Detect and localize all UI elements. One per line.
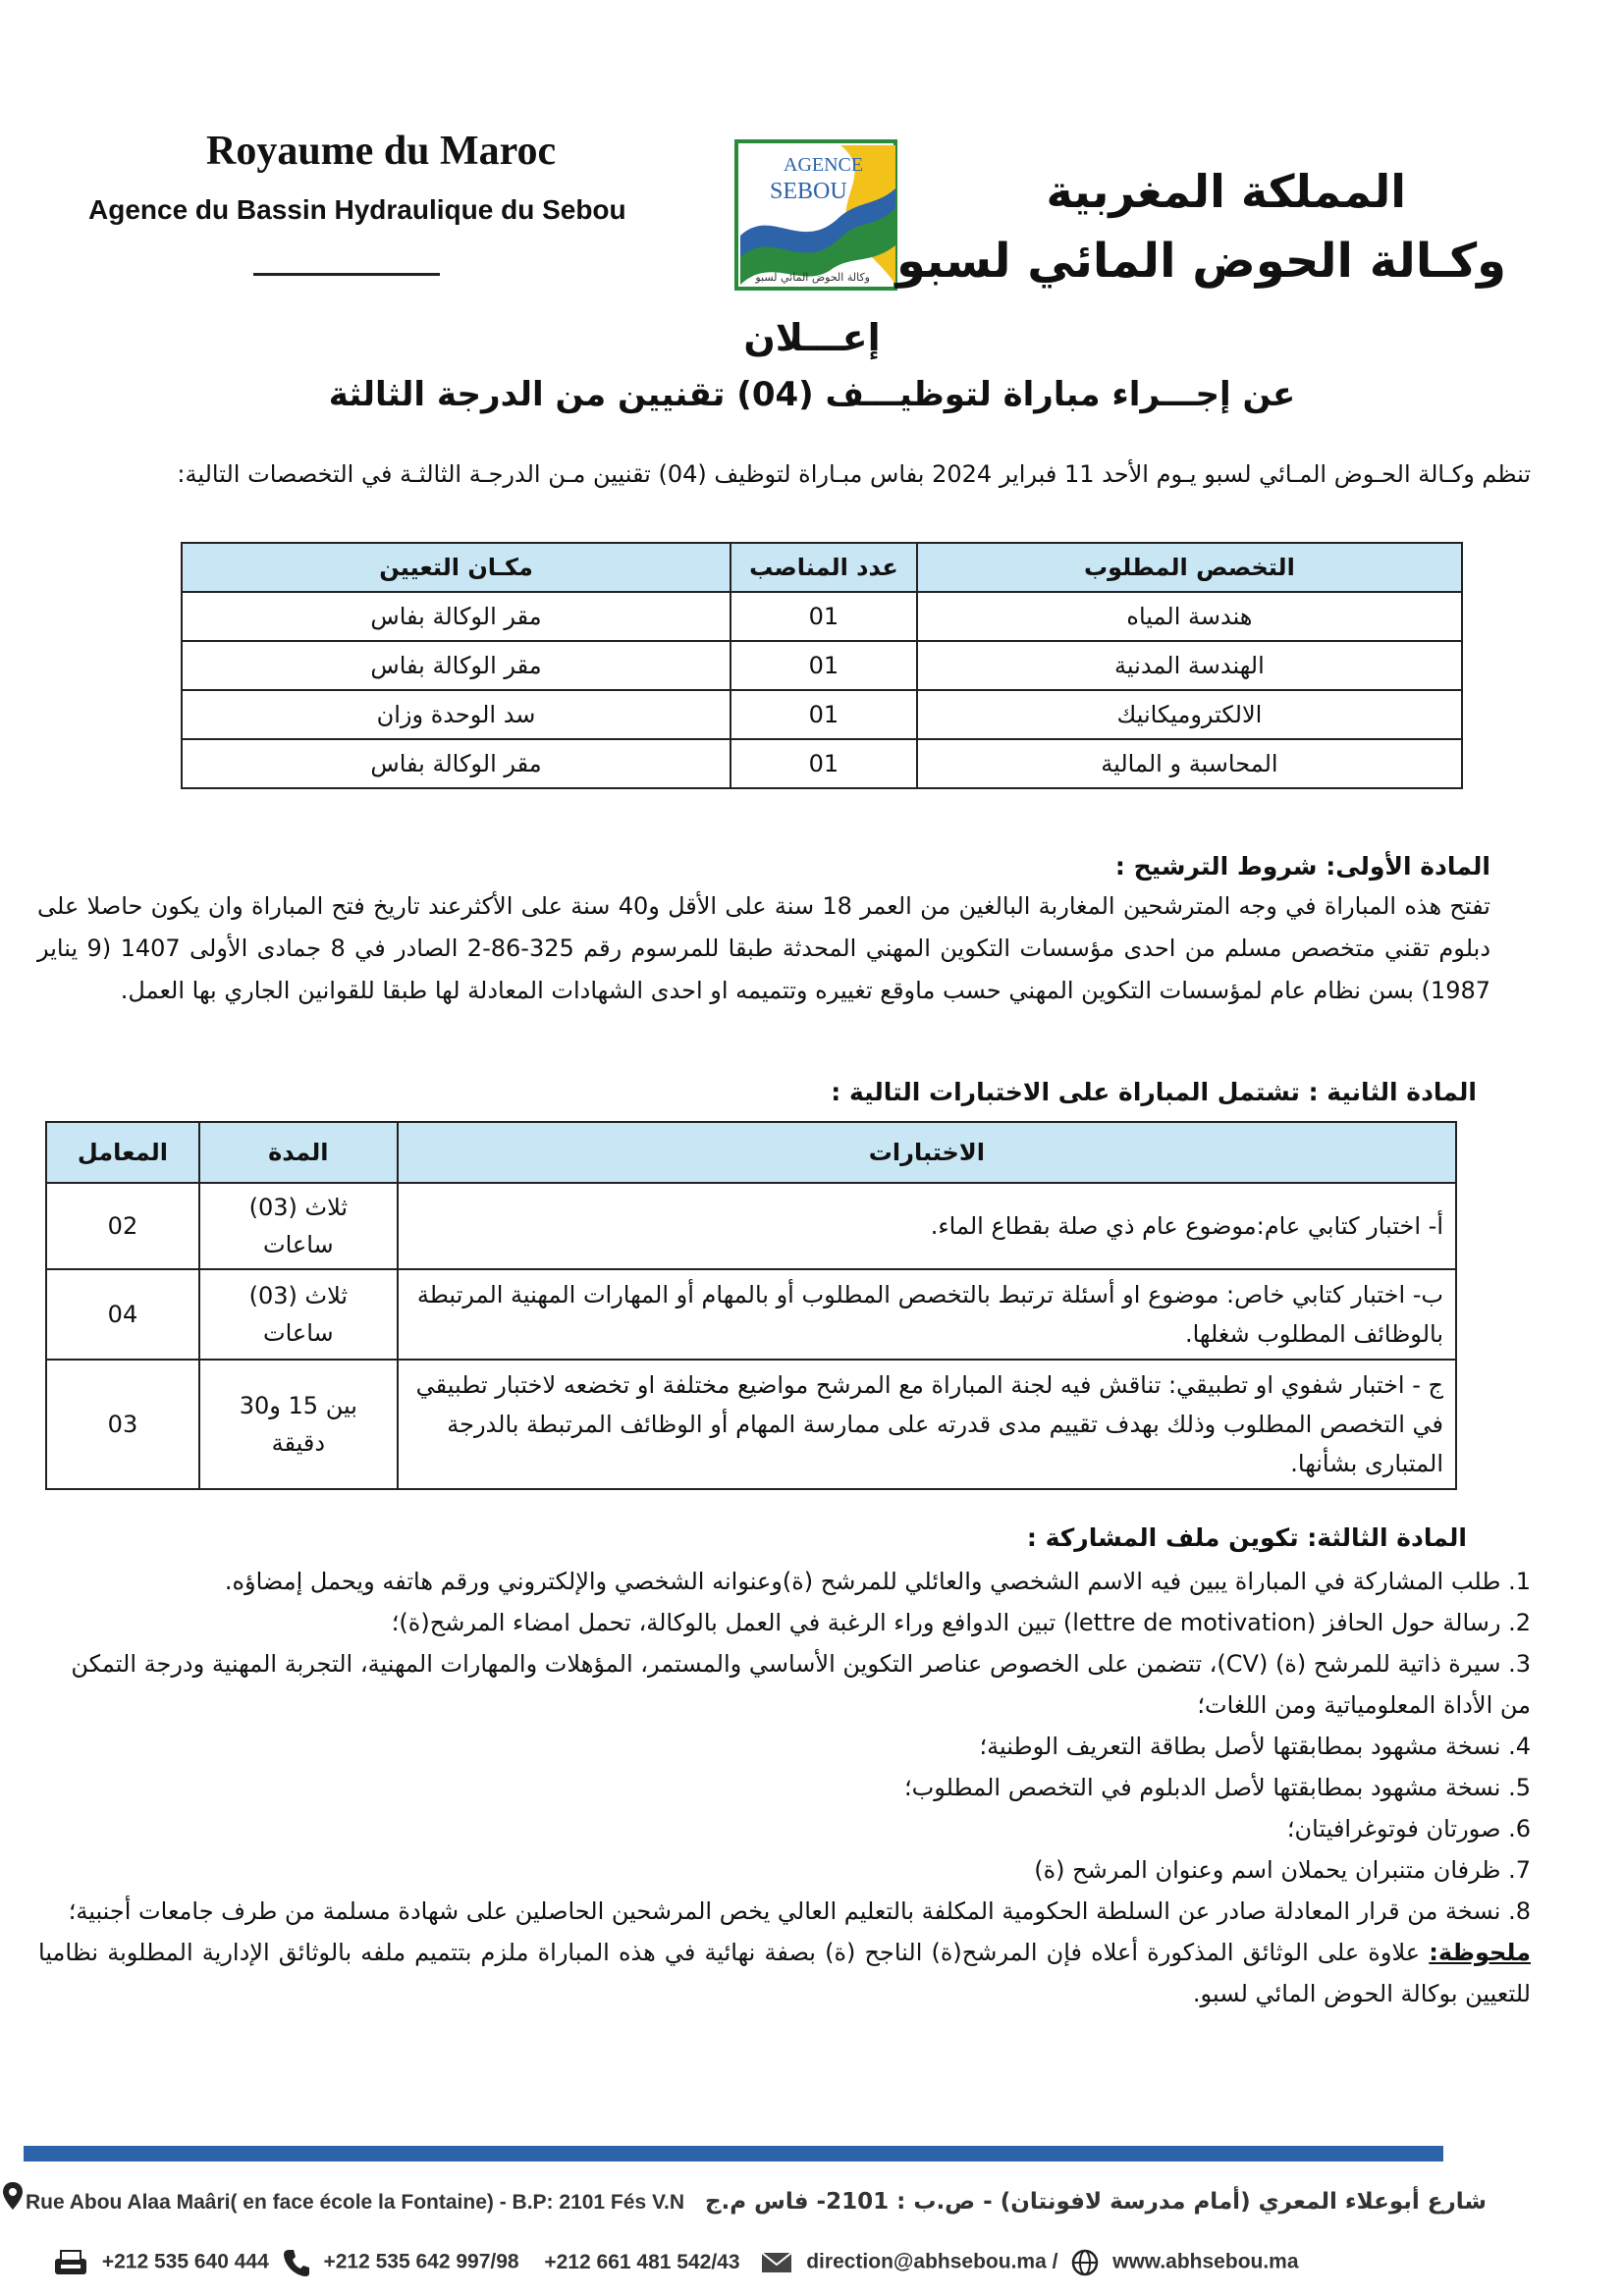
positions-table (181, 542, 1463, 789)
mobile-number: +212 661 481 542/43 (544, 2250, 740, 2273)
location-pin-icon (2, 2181, 24, 2211)
globe-icon (1071, 2249, 1099, 2276)
cell-location: مقر الوكالة بفاس (182, 641, 731, 690)
email-address[interactable]: direction@abhsebou.ma / (806, 2250, 1058, 2273)
cell-coefficient: 02 (46, 1183, 199, 1269)
cell-posts: 01 (731, 641, 917, 690)
cell-specialty: الالكتروميكانيك (917, 690, 1462, 739)
table-row (182, 690, 1462, 739)
cell-location: سد الوحدة وزان (182, 690, 731, 739)
cell-test: ب- اختبار كتابي خاص: موضوع او أسئلة ترتبط بالتخصص المطلوب أو بالمهام أو المهارات المهنية المرتبطة بالوظائف المطلوب شغلها. (398, 1269, 1456, 1360)
table-row (182, 739, 1462, 788)
list-item: 1. طلب المشاركة في المباراة يبين فيه الاسم الشخصي والعائلي للمرشح (ة)وعنوانه الشخصي والإلكتروني ورقم هاتفه ويحمل إمضاؤه. (224, 1568, 1531, 1595)
fr-kingdom-title: Royaume du Maroc (206, 129, 557, 174)
table-row (182, 592, 1462, 641)
article3-title: المادة الثالثة: تكوين ملف المشاركة : (1026, 1523, 1467, 1552)
cell-test: ج - اختبار شفوي او تطبيقي: تناقش فيه لجنة المباراة مع المرشح مواضيع مختلفة او تخضعه لاختبار تطبيقي في التخصص المطلوب وذلك بهدف تقييم مدى قدرته على ممارسة المهام أو الوظائف المرتبطة بالدرجة المتبارى بشأنها. (398, 1360, 1456, 1489)
footer-address-ar: شارع أبوعلاء المعري (أمام مدرسة لافونتان) - ص.ب : 2101- فاس م.ج (704, 2189, 1487, 2215)
cell-duration: بين 15 و30 دقيقة (199, 1360, 398, 1489)
header-divider (253, 273, 440, 276)
article2-title: المادة الثانية : تشتمل المباراة على الاختبارات التالية : (831, 1078, 1477, 1106)
cell-test: أ- اختبار كتابي عام:موضوع عام ذي صلة بقطاع الماء. (398, 1183, 1456, 1269)
list-item: 6. صورتان فوتوغرافيتان؛ (1286, 1815, 1531, 1842)
col-header-location: مكـان التعيين (182, 543, 731, 592)
col-header-coefficient: المعامل (46, 1122, 199, 1183)
note-text: علاوة على الوثائق المذكورة أعلاه فإن المرشح(ة) الناجح (ة) بصفة نهائية في هذه المباراة ملزم بتتميم ملفه بالوثائق الإدارية المطلوبة نظاميا للتعيين بوكالة الحوض المائي لسبو. (38, 1939, 1531, 2007)
note-label: ملحوظة: (1429, 1939, 1531, 1966)
cell-posts: 01 (731, 592, 917, 641)
fax-icon (53, 2249, 88, 2276)
agency-logo (732, 137, 899, 293)
table-row (46, 1269, 1456, 1360)
logo-ar-text: وكالة الحوض المائي لسبو (755, 271, 870, 284)
list-item: 4. نسخة مشهود بمطابقتها لأصل بطاقة التعريف الوطنية؛ (979, 1733, 1531, 1760)
logo-top-text: AGENCE (784, 154, 864, 176)
cell-coefficient: 04 (46, 1269, 199, 1360)
cell-specialty: هندسة المياه (917, 592, 1462, 641)
cell-posts: 01 (731, 690, 917, 739)
col-header-duration: المدة (199, 1122, 398, 1183)
announcement-title: إعـــلان (743, 316, 881, 359)
ar-kingdom-title: المملكة المغربية (1046, 165, 1406, 218)
cell-duration: ثلاث (03) ساعات (199, 1269, 398, 1360)
list-item: 5. نسخة مشهود بمطابقتها لأصل الدبلوم في التخصص المطلوب؛ (903, 1774, 1531, 1801)
logo-name-text: SEBOU (770, 179, 847, 204)
cell-duration: ثلاث (03) ساعات (199, 1183, 398, 1269)
footer-bar (24, 2146, 1443, 2162)
article1-title: المادة الأولى: شروط الترشيح : (1114, 852, 1490, 881)
list-item: 8. نسخة من قرار المعادلة صادر عن السلطة الحكومية المكلفة بالتعليم العالي يخص المرشحين الحاصلين على شهادة مسلمة من طرف جامعات أجنبية؛ (68, 1897, 1531, 1925)
cell-specialty: الهندسة المدنية (917, 641, 1462, 690)
ar-agency-title: وكـالة الحوض المائي لسبو (896, 234, 1506, 289)
table-row (182, 641, 1462, 690)
phone-icon (283, 2248, 310, 2277)
phone-number: +212 535 642 997/98 (323, 2250, 519, 2273)
list-item: 2. رسالة حول الحافز (lettre de motivation) تبين الدوافع وراء الرغبة في العمل بالوكالة، تحمل امضاء المرشح(ة)؛ (391, 1609, 1531, 1636)
cell-location: مقر الوكالة بفاس (182, 739, 731, 788)
cell-coefficient: 03 (46, 1360, 199, 1489)
col-header-specialty: التخصص المطلوب (917, 543, 1462, 592)
cell-specialty: المحاسبة و المالية (917, 739, 1462, 788)
list-item: 3. سيرة ذاتية للمرشح (ة) (CV)، تتضمن على الخصوص عناصر التكوين الأساسي والمستمر، المؤهلات والمهارات المهنية، التجربة المهنية ودرجة التمكن من الأداة المعلومياتية ومن اللغات؛ (71, 1650, 1531, 1719)
table-row (46, 1360, 1456, 1489)
website-link[interactable]: www.abhsebou.ma (1112, 2250, 1299, 2273)
note-paragraph (38, 1932, 1531, 2014)
col-header-tests: الاختبارات (398, 1122, 1456, 1183)
table-row (46, 1183, 1456, 1269)
tests-table (45, 1121, 1457, 1490)
email-icon (761, 2251, 792, 2274)
footer-address-fr: Rue Abou Alaa Maâri( en face école la Fontaine) - B.P: 2101 Fés V.N (26, 2191, 685, 2214)
article1-text: تفتح هذه المباراة في وجه المترشحين المغاربة البالغين من العمر 18 سنة على الأقل و40 سنة على الأكثرعند تاريخ فتح المباراة وان يكون حاصلا على دبلوم تقني متخصص مسلم من احدى مؤسسات التكوين المهني المحدثة طبقا للمرسوم رقم 325-86-2 الصادر في 8 جمادى الأولى 1407 (9 يناير 1987) بسن نظام عام لمؤسسات التكوين المهني حسب ماوقع تغييره وتتميمه او احدى الشهادات المعادلة لها طبقا للقوانين الجاري بها العمل. (37, 892, 1491, 1004)
col-header-posts: عدد المناصب (731, 543, 917, 592)
footer-contacts (45, 2248, 1299, 2277)
cell-location: مقر الوكالة بفاس (182, 592, 731, 641)
announcement-subtitle: عن إجـــراء مباراة لتوظيـــف (04) تقنيين من الدرجة الثالثة (328, 375, 1296, 414)
fax-number: +212 535 640 444 (101, 2250, 269, 2273)
intro-paragraph: تنظم وكـالة الحـوض المـائي لسبو يـوم الأحد 11 فبراير 2024 بفاس مبـاراة لتوظيف (04) تقنيين مـن الدرجـة الثالثـة في التخصصات التالية: (177, 460, 1531, 488)
cell-posts: 01 (731, 739, 917, 788)
documents-list (38, 1561, 1531, 2014)
fr-agency-subtitle: Agence du Bassin Hydraulique du Sebou (88, 194, 626, 225)
list-item: 7. ظرفان متنبران يحملان اسم وعنوان المرشح (ة) (1034, 1856, 1531, 1884)
